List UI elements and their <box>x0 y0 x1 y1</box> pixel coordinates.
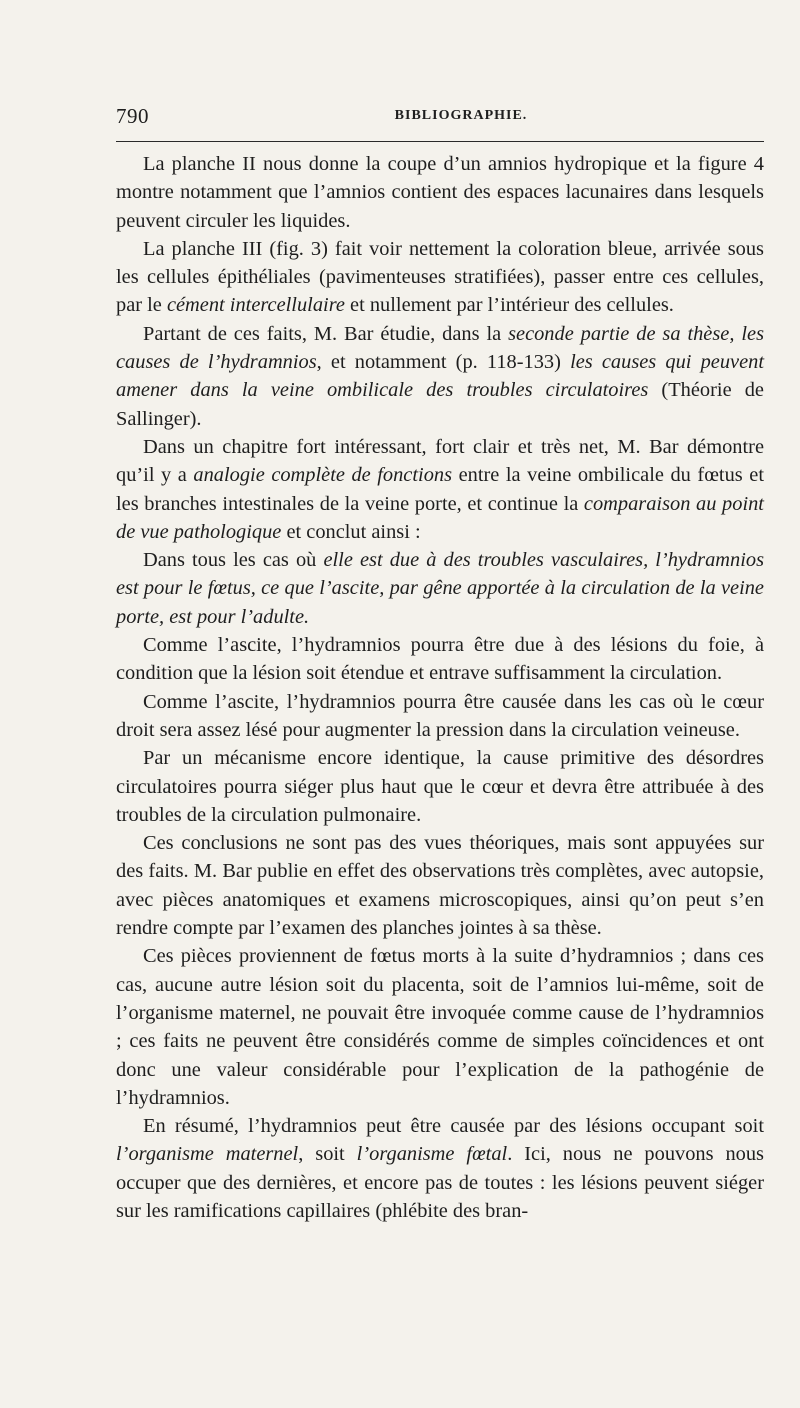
paragraph <box>116 320 764 433</box>
text-run: Ces conclusions ne sont pas des vues théoriques, mais sont appuyées sur des faits. M. Bar publie en effet des observations très complètes, avec autopsie, avec pièces anatomiques et examens microscopiques, ainsi qu’on peut s’en rendre compte par l’examen des planches jointes à sa thèse. <box>116 832 764 940</box>
paragraph <box>116 1112 764 1225</box>
text-run: , et notamment (p. 118-133) <box>316 351 571 374</box>
page-header <box>116 104 766 128</box>
italic-text: elle est due à des troubles vasculaires, l’hydramnios est pour le fœtus, ce que l’ascite, par gêne apportée à la circulation de la veine porte, est pour l’adulte. <box>116 549 765 628</box>
italic-text: comparaison au point de vue pathologique <box>116 492 764 543</box>
paragraph <box>116 829 764 942</box>
text-run: Ces pièces proviennent de fœtus morts à la suite d’hydramnios ; dans ces cas, aucune autre lésion soit du placenta, soit de l’amnios lui-même, soit de l’organisme maternel, ne pouvait être invoquée comme cause de l’hydramnios ; ces faits ne peuvent être considérés comme de simples coïncidences et ont donc une valeur considérable pour l’explication de la pathogénie de l’hydramnios. <box>116 945 764 1109</box>
text-run: Dans tous les cas où <box>143 549 324 572</box>
italic-text: analogie complète de fonctions <box>193 464 453 487</box>
paragraph <box>116 150 764 235</box>
italic-text: cément intercellulaire <box>166 294 345 317</box>
text-run: La planche III (fig. 3) fait voir nettement la coloration bleue, arrivée sous les cellules épithéliales (pavimenteuses stratifiées), passer entre ces cellules, par le <box>116 237 764 317</box>
paragraph <box>116 546 764 631</box>
text-run: Dans un chapitre fort intéressant, fort clair et très net, M. Bar démontre qu’il y a <box>116 435 764 487</box>
text-run: et conclut ainsi : <box>281 520 421 543</box>
text-run: et nullement par l’intérieur des cellules. <box>344 294 674 317</box>
paragraph <box>116 942 764 1112</box>
text-run: Partant de ces faits, M. Bar étudie, dans la <box>143 322 509 345</box>
italic-text: l’organisme fœtal <box>356 1143 508 1166</box>
text-run: La planche II nous donne la coupe d’un amnios hydropique et la figure 4 montre notamment que l’amnios contient des espaces lacunaires dans lesquels peuvent circuler les liquides. <box>116 153 764 232</box>
page-number: 790 <box>116 104 149 128</box>
paragraph <box>116 631 764 688</box>
italic-text: les causes qui peuvent amener dans la veine ombilicale des troubles circulatoires <box>116 351 765 402</box>
italic-text: seconde partie de sa thèse, les causes de l’hydramnios <box>116 322 765 374</box>
italic-text: l’organisme maternel <box>116 1143 299 1166</box>
text-run: Comme l’ascite, l’hydramnios pourra être causée dans les cas où le cœur droit sera assez lésé pour augmenter la pression dans la circulation veineuse. <box>116 690 764 741</box>
text-run: Par un mécanisme encore identique, la cause primitive des désordres circulatoires pourra siéger plus haut que le cœur et devra être attribuée à des troubles de la circulation pulmonaire. <box>116 747 764 826</box>
paragraph <box>116 744 764 829</box>
body-text <box>116 150 764 1225</box>
text-run: . Ici, nous ne pouvons nous occuper que des dernières, et encore pas de toutes : les lésions peuvent siéger sur les ramifications capillaires (phlébite des bran- <box>116 1143 764 1222</box>
text-run: (Théorie de Sallinger). <box>116 379 764 430</box>
text-run: En résumé, l’hydramnios peut être causée par des lésions occupant soit <box>143 1115 764 1138</box>
header-rule <box>116 141 764 142</box>
text-run: , soit <box>298 1143 357 1166</box>
text-run: entre la veine ombilicale du fœtus et les branches intestinales de la veine porte, et continue la <box>116 464 764 515</box>
running-title: BIBLIOGRAPHIE. <box>394 108 528 123</box>
paragraph <box>116 235 764 320</box>
paragraph <box>116 433 764 546</box>
paragraph <box>116 688 764 745</box>
text-run: Comme l’ascite, l’hydramnios pourra être due à des lésions du foie, à condition que la lésion soit étendue et entrave suffisamment la circulation. <box>116 634 764 685</box>
